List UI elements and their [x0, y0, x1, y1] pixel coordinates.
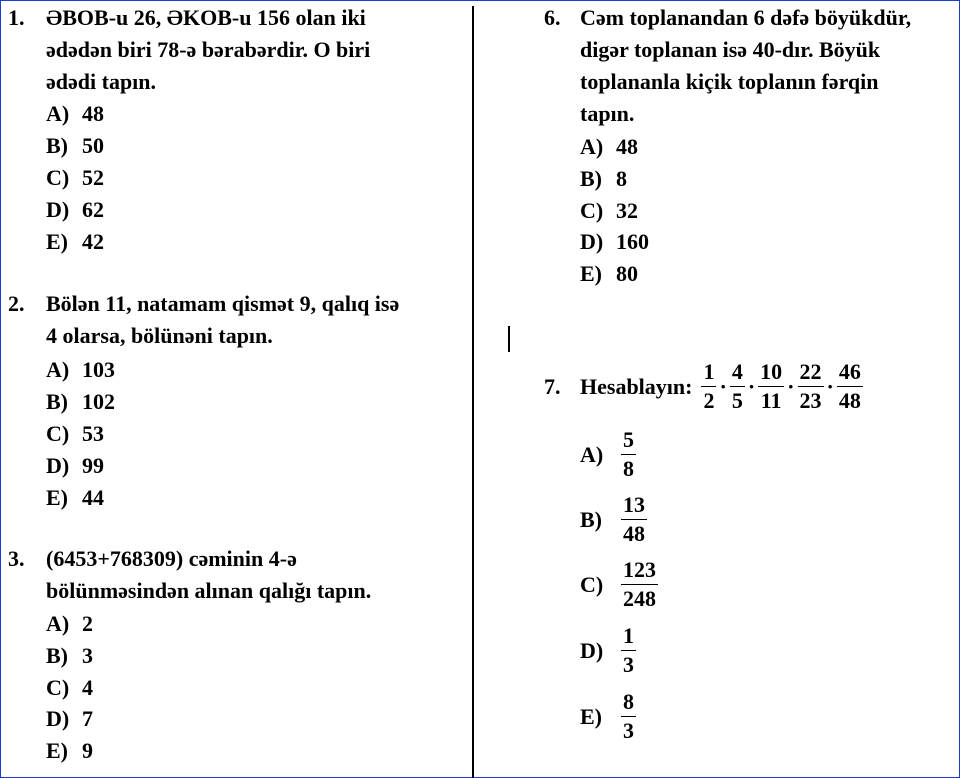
option-letter: B) [46, 643, 68, 668]
multiply-operator: · [747, 373, 756, 399]
option-letter: E) [580, 261, 602, 286]
stem-line: (6453+768309) cəminin 4-ə [46, 546, 297, 571]
option-value: 53 [82, 421, 104, 446]
fraction [700, 358, 717, 415]
question-number: 3. [8, 546, 25, 571]
denominator: 23 [799, 388, 822, 413]
question-stem [544, 358, 864, 415]
stem-line: ədədi tapın. [46, 69, 157, 94]
option-value: 48 [82, 101, 104, 126]
question-number: 6. [544, 5, 561, 30]
option-value: 80 [616, 261, 638, 286]
numerator: 22 [798, 358, 824, 387]
question-number: 2. [8, 291, 25, 316]
option-c[interactable] [580, 195, 638, 227]
denominator: 8 [623, 456, 634, 481]
option-e[interactable] [46, 226, 104, 258]
option-value: 52 [82, 165, 104, 190]
option-d[interactable] [580, 622, 637, 679]
text-cursor [508, 326, 510, 352]
option-c[interactable] [46, 672, 93, 704]
option-letter: E) [46, 485, 68, 510]
option-letter: C) [580, 571, 604, 597]
denominator: 48 [623, 521, 645, 546]
question-stem [46, 543, 371, 607]
denominator: 48 [838, 388, 861, 413]
denominator: 248 [623, 586, 656, 611]
fraction [836, 358, 864, 415]
option-letter: C) [46, 675, 70, 700]
option-fraction [620, 622, 637, 679]
denominator: 3 [623, 652, 634, 677]
question-stem [580, 2, 911, 130]
option-letter: D) [46, 197, 70, 222]
option-b[interactable] [46, 130, 104, 162]
option-letter: A) [580, 134, 604, 159]
question-prompt: Hesablayın: [580, 373, 693, 399]
option-value: 3 [82, 643, 93, 668]
option-letter: D) [580, 229, 604, 254]
option-letter: D) [580, 637, 604, 663]
numerator: 8 [621, 688, 636, 717]
numerator: 13 [621, 491, 647, 520]
question-number: 7. [544, 373, 561, 399]
option-fraction [620, 491, 648, 548]
option-letter: D) [46, 706, 70, 731]
option-value: 102 [82, 389, 115, 414]
denominator: 11 [760, 388, 782, 413]
stem-line: bölünməsindən alınan qalığı tapın. [46, 578, 372, 603]
option-value: 2 [82, 611, 93, 636]
option-c[interactable] [46, 162, 104, 194]
option-letter: E) [46, 738, 68, 763]
option-b[interactable] [580, 491, 648, 548]
stem-line: Bölən 11, natamam qismət 9, qalıq isə [46, 291, 400, 316]
multiply-operator: · [826, 373, 834, 399]
option-letter: B) [46, 133, 68, 158]
option-value: 8 [616, 166, 627, 191]
option-letter: E) [46, 229, 68, 254]
numerator: 4 [730, 358, 745, 387]
option-value: 32 [616, 198, 638, 223]
option-d[interactable] [46, 450, 104, 482]
option-value: 50 [82, 133, 104, 158]
option-value: 7 [82, 706, 93, 731]
fraction [797, 358, 825, 415]
stem-line: digər toplanan isə 40-dır. Böyük [580, 37, 881, 62]
option-letter: B) [580, 166, 602, 191]
option-d[interactable] [46, 703, 93, 735]
option-e[interactable] [580, 688, 637, 745]
stem-line: Cəm toplanandan 6 dəfə böyükdür, [580, 5, 912, 30]
fraction [729, 358, 746, 415]
numerator: 123 [621, 556, 658, 585]
option-c[interactable] [580, 556, 659, 613]
option-b[interactable] [580, 163, 627, 195]
numerator: 10 [758, 358, 784, 387]
numerator: 1 [621, 622, 636, 651]
option-e[interactable] [46, 735, 93, 767]
option-letter: C) [580, 198, 604, 223]
option-letter: E) [580, 703, 602, 729]
stem-line: ƏBOB-u 26, ƏKOB-u 156 olan iki [46, 5, 366, 30]
option-letter: D) [46, 453, 70, 478]
option-letter: B) [46, 389, 68, 414]
option-value: 42 [82, 229, 104, 254]
denominator: 3 [623, 718, 634, 743]
option-value: 103 [82, 357, 115, 382]
option-value: 48 [616, 134, 638, 159]
option-d[interactable] [580, 226, 649, 258]
option-fraction [620, 688, 637, 745]
stem-line: toplananla kiçik toplanın fərqin [580, 69, 879, 94]
option-value: 160 [616, 229, 649, 254]
option-value: 9 [82, 738, 93, 763]
numerator: 1 [701, 358, 716, 387]
option-e[interactable] [580, 258, 638, 290]
option-a[interactable] [46, 354, 115, 386]
question-stem [46, 288, 399, 352]
option-e[interactable] [46, 482, 104, 514]
option-value: 4 [82, 675, 93, 700]
question-stem [46, 2, 370, 98]
option-value: 99 [82, 453, 104, 478]
option-letter: A) [46, 101, 70, 126]
stem-line: 4 olarsa, bölünəni tapın. [46, 323, 273, 348]
option-a[interactable] [46, 98, 104, 130]
option-b[interactable] [46, 640, 93, 672]
column-divider [472, 6, 474, 778]
denominator: 2 [703, 388, 715, 413]
option-a[interactable] [46, 608, 93, 640]
option-letter: A) [46, 611, 70, 636]
multiply-operator: · [787, 373, 795, 399]
option-value: 44 [82, 485, 104, 510]
question-7 [544, 358, 944, 758]
option-fraction [620, 556, 659, 613]
multiply-operator: · [719, 373, 727, 399]
option-letter: A) [46, 357, 70, 382]
option-value: 62 [82, 197, 104, 222]
option-letter: A) [580, 441, 604, 467]
question-number: 1. [8, 5, 25, 30]
option-letter: B) [580, 506, 602, 532]
numerator: 5 [621, 426, 636, 455]
stem-line: tapın. [580, 101, 635, 126]
option-b[interactable] [46, 386, 115, 418]
option-fraction [620, 426, 637, 483]
fraction [757, 358, 785, 415]
option-d[interactable] [46, 194, 104, 226]
denominator: 5 [731, 388, 743, 413]
option-a[interactable] [580, 131, 638, 163]
option-c[interactable] [46, 418, 104, 450]
option-letter: C) [46, 165, 70, 190]
numerator: 46 [837, 358, 863, 387]
option-a[interactable] [580, 426, 637, 483]
stem-line: ədədən biri 78-ə bərabərdir. O biri [46, 37, 371, 62]
option-letter: C) [46, 421, 70, 446]
